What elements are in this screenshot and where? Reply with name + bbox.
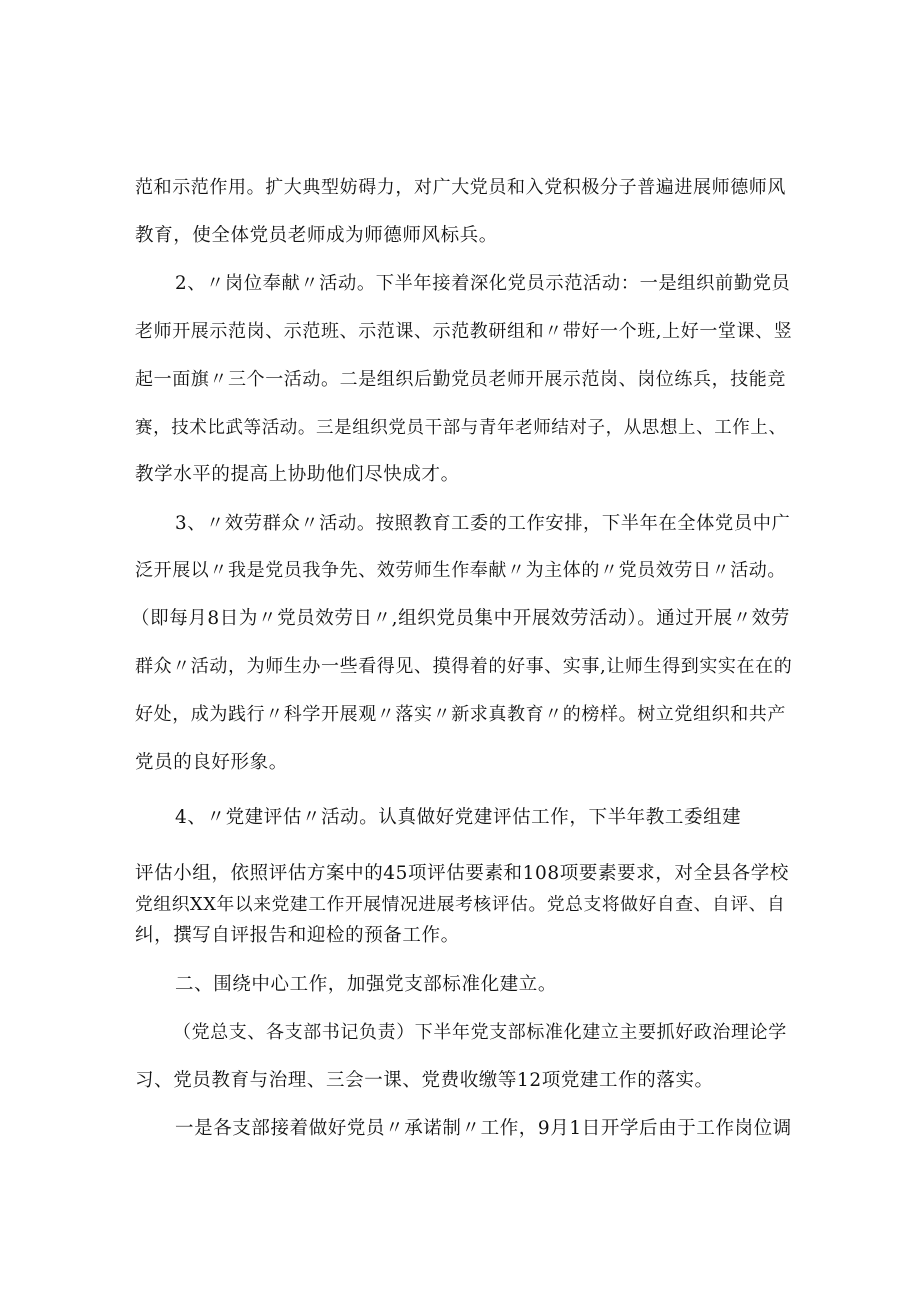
text-line: 泛开展以〃我是党员我争先、效劳师生作奉献〃为主体的〃党员效劳日〃活动。 (135, 560, 786, 581)
text-line: 范和示范作用。扩大典型妨碍力，对广大党员和入党积极分子普遍进展师德师风 (135, 177, 786, 198)
text-line: 3、〃效劳群众〃活动。按照教育工委的工作安排，下半年在全体党员中广 (175, 513, 791, 534)
text-line: 赛，技术比武等活动。三是组织党员干部与青年老师结对子，从思想上、工作上、 (135, 418, 787, 438)
text-line: 好处，成为践行〃科学开展观〃落实〃新求真教育〃的榜样。树立党组织和共产 (135, 704, 786, 725)
text-line: 4、〃党建评估〃活动。认真做好党建评估工作，下半年教工委组建 (175, 807, 742, 828)
text-line: 教学水平的提高上协助他们尽快成才。 (135, 464, 460, 485)
text-line: 老师开展示范岗、示范班、示范课、示范教研组和〃带好一个班,上好一堂课、竖 (135, 321, 793, 342)
text-line: （党总支、各支部书记负责）下半年党支部标准化建立主要抓好政治理论学 (173, 1022, 787, 1043)
section-heading: 二、围绕中心工作，加强党支部标准化建立。 (175, 974, 558, 995)
text-line: 习、党员教育与治理、三会一课、党费收缴等12项党建工作的落实。 (135, 1070, 714, 1091)
text-line: 党员的良好形象。 (135, 752, 288, 773)
text-line: 教育，使全体党员老师成为师德师风标兵。 (135, 225, 498, 246)
text-line: 起一面旗〃三个一活动。二是组织后勤党员老师开展示范岗、岗位练兵，技能竞 (135, 369, 786, 390)
text-line: 2、〃岗位奉献〃活动。下半年接着深化党员示范活动：一是组织前勤党员 (175, 273, 791, 294)
text-line: 评估小组，依照评估方案中的45项评估要素和108项要素要求，对全县各学校 (135, 863, 789, 884)
text-line: 党组织XX年以来党建工作开展情况进展考核评估。党总支将做好自查、自评、自 (135, 895, 786, 915)
text-line: 一是各支部接着做好党员〃承诺制〃工作，9月1日开学后由于工作岗位调 (175, 1118, 792, 1139)
text-line: 群众〃活动，为师生办一些看得见、摸得着的好事、实事,让师生得到实实在在的 (135, 656, 793, 677)
text-line: （即每月8日为〃党员效劳日〃,组织党员集中开展效劳活动）。通过开展〃效劳 (131, 608, 791, 629)
text-line: 纠，撰写自评报告和迎检的预备工作。 (135, 925, 460, 946)
